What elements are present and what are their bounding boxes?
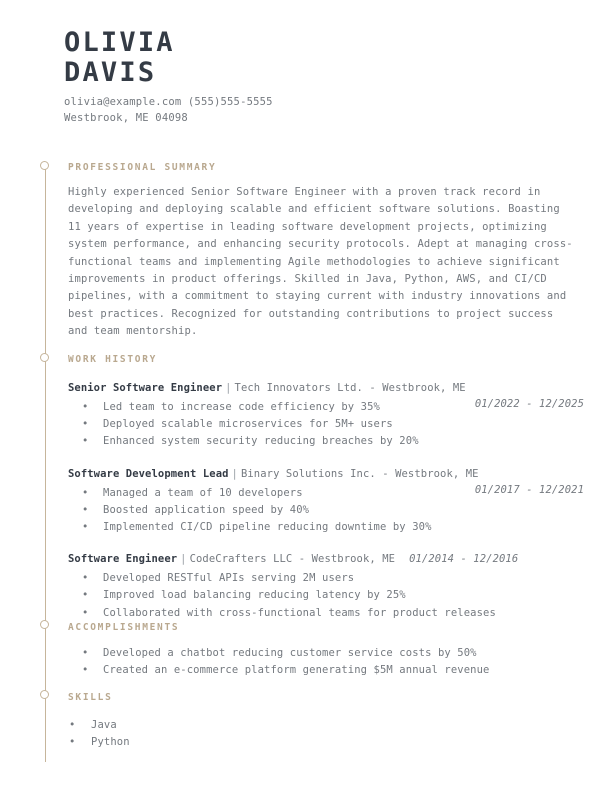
timeline-dot-work-history [40, 353, 49, 362]
bullet-glyph: • [82, 486, 89, 499]
job-bullet-text: Managed a team of 10 developers [103, 486, 303, 499]
bullet-glyph: • [82, 503, 89, 516]
job-bullet [68, 502, 584, 519]
bullet-glyph: • [82, 572, 89, 585]
bullet-glyph: • [82, 401, 89, 413]
job-bullet-list [68, 570, 584, 622]
job-separator: | [231, 467, 238, 480]
job-bullet-list [68, 399, 584, 451]
timeline-dot-summary [40, 161, 49, 170]
job-dates: 01/2017 - 12/2021 [474, 483, 584, 496]
bullet-glyph: • [82, 606, 89, 619]
skill-text: Java [91, 719, 117, 731]
section-title-summary: PROFESSIONAL SUMMARY [68, 162, 217, 173]
job-bullet [68, 433, 584, 450]
bullet-glyph: • [82, 589, 89, 602]
job-title: Senior Software Engineer [68, 382, 223, 394]
job-title: Software Development Lead [68, 467, 229, 480]
last-name: DAVIS [64, 57, 157, 88]
section-title-accomplishments: ACCOMPLISHMENTS [68, 622, 180, 633]
job-separator: | [225, 382, 232, 394]
job-bullet-list [68, 485, 584, 537]
contact-address: Westbrook, ME 04098 [64, 111, 188, 124]
job-bullet-text: Deployed scalable microservices for 5M+ users [103, 418, 393, 431]
job-bullet [68, 570, 584, 587]
job-bullet-text: Boosted application speed by 40% [103, 503, 310, 516]
bullet-glyph: • [82, 418, 89, 431]
job-bullet-text: Collaborated with cross-functional teams for product releases [103, 606, 496, 619]
timeline-dot-accomplishments [40, 620, 49, 629]
skill-item [68, 734, 584, 751]
job-bullet [68, 416, 584, 433]
job-entry [68, 466, 584, 537]
skills-list [68, 717, 584, 751]
first-name: OLIVIA [64, 27, 175, 58]
accomplishments-list [68, 645, 584, 679]
job-bullet [68, 485, 584, 502]
job-bullet [68, 587, 584, 604]
job-bullet-text: Led team to increase code efficiency by 35% [103, 401, 380, 413]
bullet-glyph: • [82, 664, 89, 677]
section-skills [68, 692, 584, 751]
job-company: CodeCrafters LLC - Westbrook, ME [189, 553, 396, 566]
section-work-history [68, 354, 584, 622]
bullet-glyph: • [82, 521, 89, 534]
section-professional-summary [68, 162, 584, 341]
job-title: Software Engineer [68, 553, 178, 566]
job-entry [68, 551, 584, 622]
bullet-glyph: • [82, 647, 89, 659]
job-heading [68, 551, 584, 567]
job-entry [68, 380, 584, 451]
skill-item [68, 717, 584, 734]
job-bullet [68, 519, 584, 536]
section-accomplishments [68, 622, 584, 679]
section-title-skills: SKILLS [68, 692, 113, 703]
bullet-glyph: • [82, 435, 89, 448]
job-company: Tech Innovators Ltd. - Westbrook, ME [234, 382, 466, 394]
job-bullet [68, 399, 584, 416]
job-bullet-text: Improved load balancing reducing latency by 25% [103, 589, 406, 602]
job-separator: | [180, 553, 187, 566]
bullet-glyph: • [69, 719, 76, 731]
job-bullet-text: Developed RESTful APIs serving 2M users [103, 572, 355, 585]
job-company: Binary Solutions Inc. - Westbrook, ME [240, 467, 479, 480]
job-dates: 01/2014 - 12/2016 [409, 553, 519, 566]
contact-block [64, 95, 584, 126]
skill-text: Python [91, 736, 130, 749]
contact-email-phone: olivia@example.com (555)555-5555 [64, 96, 273, 108]
job-dates: 01/2022 - 12/2025 [474, 398, 584, 410]
accomplishment-text: Created an e-commerce platform generating $5M annual revenue [103, 664, 490, 677]
accomplishment-item [68, 645, 584, 662]
section-title-work-history: WORK HISTORY [68, 354, 158, 365]
accomplishment-text: Developed a chatbot reducing customer service costs by 50% [103, 647, 477, 659]
job-bullet-text: Implemented CI/CD pipeline reducing downtime by 30% [103, 521, 432, 534]
accomplishment-item [68, 662, 584, 679]
job-bullet-text: Enhanced system security reducing breaches by 20% [103, 435, 419, 448]
timeline-dot-skills [40, 690, 49, 699]
timeline-line [45, 165, 46, 762]
resume-header [64, 28, 584, 126]
bullet-glyph: • [69, 736, 76, 749]
summary-text: Highly experienced Senior Software Engineer with a proven track record in developing and deploying scalable and efficient software solutions. Boasting 11 years of expertise in leading software development projects, optimizing system performance, and enhancing security protocols. Adept at managing cross-functional teams and implementing Agile methodologies to achieve significant improvements in product offerings. Skilled in Java, Python, AWS, and CI/CD pipelines, with a commitment to staying current with industry innovations and best practices. Recognized for outstanding contributions to project success and team mentorship. [68, 186, 573, 338]
job-bullet [68, 605, 584, 622]
